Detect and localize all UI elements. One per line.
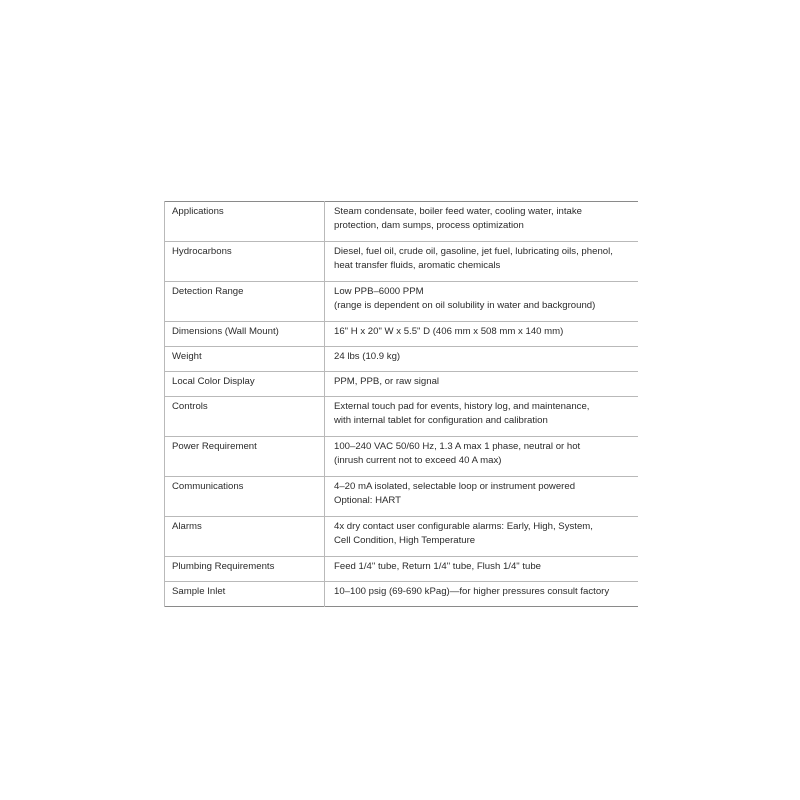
spec-label: Sample Inlet (165, 582, 325, 607)
spec-value (325, 347, 638, 372)
spec-value (325, 437, 638, 477)
spec-label: Alarms (165, 517, 325, 557)
table-row (165, 322, 638, 347)
spec-value-line: Low PPB–6000 PPM (334, 286, 424, 297)
table-row (165, 582, 638, 607)
table-row (165, 437, 638, 477)
spec-value-line: Optional: HART (334, 495, 402, 506)
spec-label: Weight (165, 347, 325, 372)
spec-value-line: Steam condensate, boiler feed water, cooling water, intake (334, 206, 582, 217)
spec-label: Plumbing Requirements (165, 557, 325, 582)
spec-label: Detection Range (165, 282, 325, 322)
table-row (165, 557, 638, 582)
spec-label: Applications (165, 202, 325, 242)
spec-label: Dimensions (Wall Mount) (165, 322, 325, 347)
spec-value-line: Feed 1/4" tube, Return 1/4" tube, Flush 1/4" tube (334, 561, 542, 572)
spec-value-line: with internal tablet for configuration and calibration (334, 415, 548, 426)
table-row (165, 477, 638, 517)
spec-value-line: Cell Condition, High Temperature (334, 535, 476, 546)
spec-value (325, 242, 638, 282)
spec-value (325, 477, 638, 517)
table-row (165, 282, 638, 322)
spec-label: Controls (165, 397, 325, 437)
spec-value-line: Diesel, fuel oil, crude oil, gasoline, jet fuel, lubricating oils, phenol, (334, 246, 613, 257)
spec-label: Local Color Display (165, 372, 325, 397)
spec-value-line: 24 lbs (10.9 kg) (334, 351, 401, 362)
spec-value (325, 517, 638, 557)
table-row (165, 242, 638, 282)
spec-value (325, 582, 638, 607)
spec-label: Communications (165, 477, 325, 517)
spec-value-line: (range is dependent on oil solubility in water and background) (334, 300, 596, 311)
spec-label: Power Requirement (165, 437, 325, 477)
table-row (165, 202, 638, 242)
spec-value-line: 100–240 VAC 50/60 Hz, 1.3 A max 1 phase, neutral or hot (334, 441, 581, 452)
table-row (165, 347, 638, 372)
spec-value-line: protection, dam sumps, process optimization (334, 220, 524, 231)
spec-value-line: 10–100 psig (69-690 kPag)—for higher pressures consult factory (334, 586, 610, 597)
table-row (165, 372, 638, 397)
spec-value (325, 202, 638, 242)
spec-value-line: (inrush current not to exceed 40 A max) (334, 455, 502, 466)
table-row (165, 517, 638, 557)
spec-value-line: External touch pad for events, history log, and maintenance, (334, 401, 590, 412)
spec-value (325, 397, 638, 437)
specifications-table (164, 201, 638, 607)
spec-value-line: PPM, PPB, or raw signal (334, 376, 440, 387)
spec-value (325, 282, 638, 322)
spec-value-line: 16" H x 20" W x 5.5" D (406 mm x 508 mm x 140 mm) (334, 326, 564, 337)
spec-label: Hydrocarbons (165, 242, 325, 282)
spec-value (325, 322, 638, 347)
spec-value (325, 372, 638, 397)
spec-value-line: 4x dry contact user configurable alarms: Early, High, System, (334, 521, 593, 532)
spec-value-line: heat transfer fluids, aromatic chemicals (334, 260, 501, 271)
spec-value-line: 4–20 mA isolated, selectable loop or instrument powered (334, 481, 576, 492)
table-row (165, 397, 638, 437)
spec-value (325, 557, 638, 582)
